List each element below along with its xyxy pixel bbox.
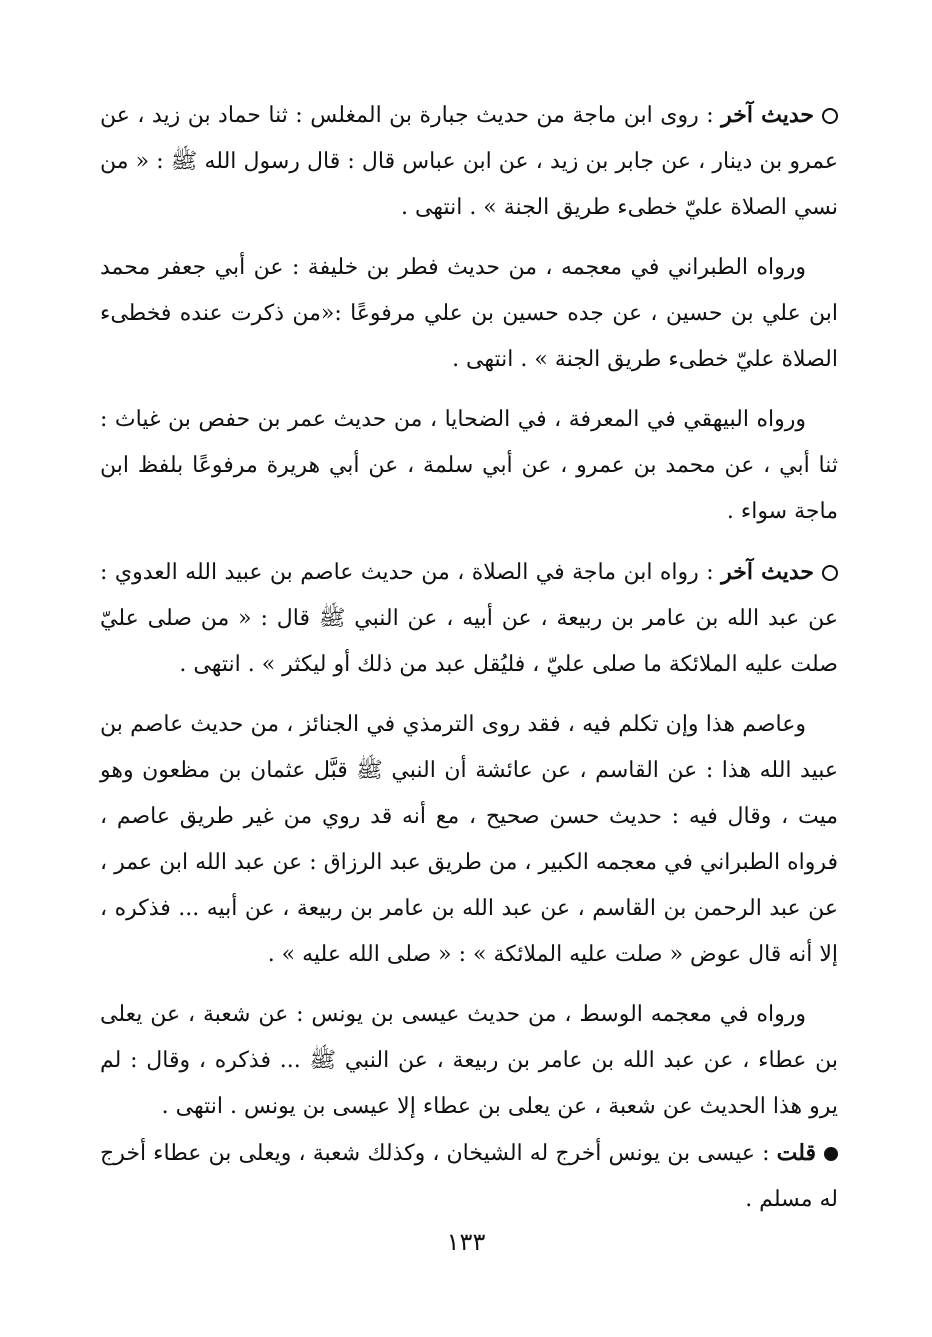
paragraph-text: ورواه في معجمه الوسط ، من حديث عيسى بن يونس : عن شعبة ، عن يعلى بن عطاء ، عن عبد الله بن عامر بن ربيعة ، عن النبي ﷺ ... فذكره ، وقال : لم يرو هذا الحديث عن شعبة ، عن يعلى بن عطاء إلا عيسى بن يونس . انتهى . (100, 1002, 838, 1119)
paragraph-text: ورواه الطبراني في معجمه ، من حديث فطر بن خليفة : عن أبي جعفر محمد ابن علي بن حسين ، عن جده حسين بن علي مرفوعًا :«من ذكرت عنده فخطىء الصلاة عليّ خطىء طريق الجنة » . انتهى . (100, 255, 838, 372)
filled-circle-marker-icon (824, 1147, 838, 1161)
paragraph-lead: حديث آخر (721, 559, 814, 585)
page-number: ١٣٣ (446, 1228, 486, 1256)
paragraph-tabarani (100, 245, 838, 383)
paragraph-lead: حديث آخر (721, 102, 814, 128)
paragraph-hadith-1 (100, 92, 838, 231)
paragraph-qultu (100, 1130, 838, 1223)
paragraph-text: : روى ابن ماجة من حديث جبارة بن المغلس : ثنا حماد بن زيد ، عن عمرو بن دينار ، عن جابر بن زيد ، عن ابن عباس قال : قال رسول الله ﷺ : « من نسي الصلاة عليّ خطىء طريق الجنة » . انتهى . (100, 103, 838, 220)
paragraph-asim (100, 702, 838, 978)
paragraph-text: وعاصم هذا وإن تكلم فيه ، فقد روى الترمذي في الجنائز ، من حديث عاصم بن عبيد الله هذا : عن القاسم ، عن عائشة أن النبي ﷺ قبَّل عثمان بن مظعون وهو ميت ، وقال فيه : حديث حسن صحيح ، مع أنه قد روي من غير طريق عاصم ، فرواه الطبراني في معجمه الكبير ، من طريق عبد الرزاق : عن عبد الله ابن عمر ، عن عبد الرحمن بن القاسم ، عن عبد الله بن عامر بن ربيعة ، عن أبيه ... فذكره ، إلا أنه قال عوض « صلت عليه الملائكة » : « صلى الله عليه » . (100, 712, 838, 967)
page-body (100, 92, 838, 1223)
paragraph-lead: قلت (776, 1140, 816, 1166)
paragraph-bayhaqi (100, 397, 838, 535)
paragraph-text: ورواه البيهقي في المعرفة ، في الضحايا ، من حديث عمر بن حفص بن غياث : ثنا أبي ، عن محمد بن عمرو ، عن أبي سلمة ، عن أبي هريرة مرفوعًا بلفظ ابن ماجة سواء . (100, 407, 838, 524)
open-circle-marker-icon (822, 108, 838, 124)
paragraph-text: : عيسى بن يونس أخرج له الشيخان ، وكذلك شعبة ، ويعلى بن عطاء أخرج له مسلم . (100, 1141, 838, 1212)
open-circle-marker-icon (822, 565, 838, 581)
paragraph-hadith-2 (100, 549, 838, 688)
paragraph-awsat (100, 992, 838, 1130)
paragraph-text: : رواه ابن ماجة في الصلاة ، من حديث عاصم بن عبيد الله العدوي : عن عبد الله بن عامر بن ربيعة ، عن أبيه ، عن النبي ﷺ قال : « من صلى عليّ صلت عليه الملائكة ما صلى عليّ ، فليُقل عبد من ذلك أو ليكثر » . انتهى . (100, 560, 838, 677)
